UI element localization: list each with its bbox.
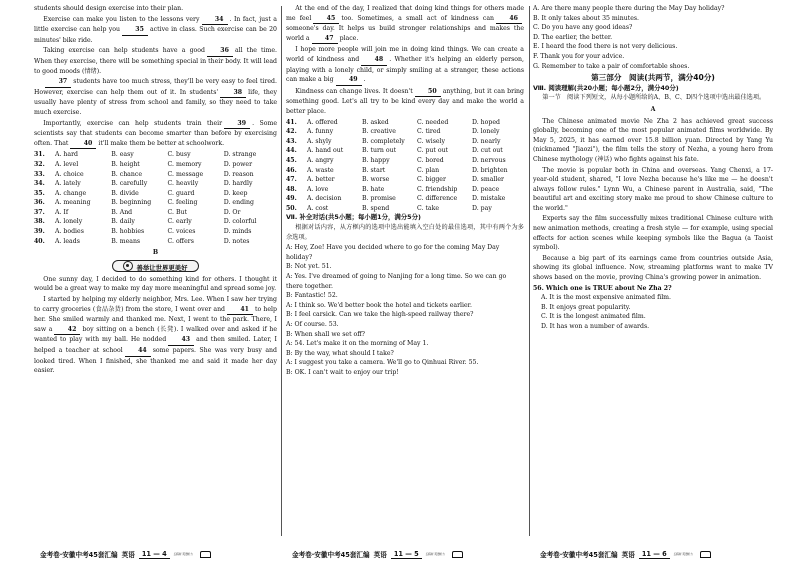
footer-subject: 英语 bbox=[373, 551, 387, 559]
paragraph: At the end of the day, I realized that doing kind things for others made me feel 45 too. Sometimes, a small act of kindness can 46someone's day. It helps us build stronger relationships and makes the world a 47 place. bbox=[286, 4, 524, 44]
option[interactable]: A. lately bbox=[55, 180, 81, 188]
option[interactable]: A. better bbox=[307, 176, 335, 184]
dialog-line: A: Yes. I've dreamed of going to Nanjing for a long time. So we can go there together. bbox=[286, 273, 507, 290]
blank-36[interactable]: 36 bbox=[207, 46, 233, 57]
paragraph: students should design exercise into their plan. bbox=[34, 5, 184, 12]
option[interactable]: C. bigger bbox=[417, 176, 446, 184]
dialog-line: B: Not yet. 51. bbox=[286, 263, 332, 271]
option[interactable]: D. keep bbox=[223, 189, 248, 197]
option[interactable]: D. hoped bbox=[472, 118, 500, 126]
option[interactable]: A. waste bbox=[307, 166, 334, 174]
instructions: 根据对话内容，从方框内的选项中选出能填入空白处的最佳选项，其中有两个为多余选项。 bbox=[286, 224, 524, 241]
option[interactable]: D. mistake bbox=[472, 195, 506, 203]
option[interactable]: C. put out bbox=[417, 147, 449, 155]
dialog-line: B: OK. I can't wait to enjoy our trip! bbox=[286, 368, 399, 376]
option[interactable]: D. notes bbox=[223, 237, 250, 245]
option[interactable]: D. nervous bbox=[472, 156, 506, 164]
option[interactable]: A. hand out bbox=[307, 147, 344, 155]
option[interactable]: D. minds bbox=[223, 228, 252, 236]
option[interactable]: A. love bbox=[307, 185, 329, 193]
option[interactable]: C. memory bbox=[167, 160, 202, 168]
option-number: 36. bbox=[34, 199, 45, 207]
choice-item[interactable]: D. The earlier, the better. bbox=[533, 33, 613, 41]
option[interactable]: A. shyly bbox=[307, 137, 332, 145]
question-option[interactable]: C. It is the longest animated film. bbox=[541, 313, 646, 321]
option[interactable]: C. tired bbox=[417, 128, 441, 136]
paragraph: Experts say the film successfully mixes traditional Chinese culture with new animation methods, creating a fresh style — for example, using special effects for action scenes while keeping symbols like the Bagua (a Taoist symbol). bbox=[533, 215, 773, 252]
option[interactable]: B. hobbies bbox=[111, 228, 145, 236]
paragraph: Importantly, exercise can help students train their 39 . Some scientists say that students can become smarter than before by exercising often. That 40 it'll make them be better at schoolwork. bbox=[34, 119, 277, 150]
option[interactable]: B. asked bbox=[362, 118, 389, 126]
option-number: 39. bbox=[34, 228, 45, 236]
qr-caption: 扫码听 英语听力 bbox=[673, 552, 693, 556]
option-number: 40. bbox=[34, 237, 45, 245]
page-footer bbox=[292, 549, 463, 559]
option[interactable]: D. hardly bbox=[223, 180, 253, 188]
option[interactable]: B. easy bbox=[111, 151, 134, 159]
question-option[interactable]: B. It enjoys great popularity. bbox=[541, 303, 631, 311]
dialog-line: A: Of course. 53. bbox=[286, 321, 339, 328]
option[interactable]: A. hard bbox=[55, 151, 78, 159]
option[interactable]: A. cost bbox=[307, 204, 329, 212]
option-number: 34. bbox=[34, 180, 45, 188]
option[interactable]: D. Or bbox=[223, 208, 241, 216]
question-56: 56. Which one is TRUE about Ne Zha 2? bbox=[533, 284, 672, 292]
page-footer bbox=[40, 549, 211, 559]
option[interactable]: B. height bbox=[111, 160, 140, 168]
option[interactable]: D. reason bbox=[223, 170, 254, 178]
option[interactable]: C. friendship bbox=[417, 185, 458, 193]
option[interactable]: D. brighten bbox=[472, 166, 508, 174]
option[interactable]: D. pay bbox=[472, 204, 492, 212]
option[interactable]: C. guard bbox=[167, 189, 195, 197]
option[interactable]: C. busy bbox=[167, 151, 191, 159]
option[interactable]: B. happy bbox=[362, 156, 390, 164]
blank-35[interactable]: 35 bbox=[122, 25, 148, 36]
paragraph: Exercise can make you listen to the lessons very 34 . In fact, just a little exercise can help you 35 active in class. Such exercise can be 20 minutes' bike ride. bbox=[34, 15, 277, 44]
paragraph: I hope more people will join me in doing kind things. We can create a world of kindness and 48 . Whether it's helping an elderly person, playing with a lonely child, or simply smiling at a stranger, these actions can make a big 49 . bbox=[286, 45, 524, 85]
passage-banner bbox=[34, 260, 277, 272]
option-number: 35. bbox=[34, 189, 45, 197]
option[interactable]: D. power bbox=[223, 160, 253, 168]
option-number: 31. bbox=[34, 151, 45, 159]
badge-icon bbox=[123, 261, 133, 271]
footer-subject: 英语 bbox=[121, 551, 135, 559]
option[interactable]: B. beginning bbox=[111, 199, 152, 207]
banner-title: 善举让世界更美好 bbox=[112, 260, 198, 272]
option-number: 50. bbox=[286, 204, 297, 212]
option[interactable]: B. divide bbox=[111, 189, 139, 197]
paragraph: 37 students have too much stress, they'll be very easy to feel tired. However, exercise can help them out of it. In students' 38 life, they usually have plenty of stress from school and family, so they need to take much exercise. bbox=[34, 78, 277, 116]
page-number: 11 — 6 bbox=[639, 550, 670, 559]
column-right bbox=[533, 4, 773, 332]
blank-45[interactable]: 45 bbox=[313, 14, 339, 25]
option[interactable]: D. colorful bbox=[223, 218, 257, 226]
option[interactable]: C. feeling bbox=[167, 199, 198, 207]
option[interactable]: A. change bbox=[55, 189, 87, 197]
paragraph: Taking exercise can help students have a good 36 all the time. When they exercise, there will be something special in their body. It will lead to good moods (情绪). bbox=[34, 47, 277, 75]
option[interactable]: B. means bbox=[111, 237, 141, 245]
option[interactable]: B. daily bbox=[111, 218, 135, 226]
dialog-line: A: Hey, Zoe! Have you decided where to go for the coming May Day holiday? bbox=[286, 244, 500, 261]
option[interactable]: C. offers bbox=[167, 237, 194, 245]
blank-48[interactable]: 48 bbox=[361, 55, 387, 66]
option-number: 46. bbox=[286, 166, 297, 174]
dialog-line: B: By the way, what should I take? bbox=[286, 349, 394, 357]
blank-42[interactable]: 42 bbox=[54, 325, 80, 336]
publisher-logo-icon bbox=[700, 551, 711, 558]
question-option[interactable]: A. It is the most expensive animated film. bbox=[541, 294, 672, 302]
paragraph: The movie is popular both in China and overseas. Yang Chenxi, a 17-year-old student, shared, "I love Nezha because he's like me — he doesn't always follow rules." Lynn Wu, a Chinese parent in Australia, said, "The beautiful art and exciting story make me proud to show Chinese culture to the world." bbox=[533, 166, 773, 212]
option[interactable]: D. nearly bbox=[472, 137, 501, 145]
option[interactable]: A. leads bbox=[55, 237, 80, 245]
option[interactable]: B. turn out bbox=[362, 147, 397, 155]
option[interactable]: C. message bbox=[167, 170, 204, 178]
paragraph: Kindness can change lives. It doesn't 50 anything, but it can bring something good. Let's all try to be kind every day and make the world a better place. bbox=[286, 87, 525, 115]
option[interactable]: A. choice bbox=[55, 170, 84, 178]
choice-item[interactable]: F. Thank you for your advice. bbox=[533, 52, 625, 60]
option[interactable]: A. level bbox=[55, 160, 79, 168]
column-divider bbox=[529, 6, 530, 536]
section-8-title: Ⅷ. 阅读理解(共20小题；每小题2分，满分40分) bbox=[533, 83, 679, 92]
option-number: 49. bbox=[286, 195, 297, 203]
qr-caption: 扫码听 英语听力 bbox=[425, 552, 445, 556]
option[interactable]: A. If bbox=[55, 208, 69, 216]
blank-44[interactable]: 44 bbox=[125, 346, 151, 357]
paragraph: The Chinese animated movie Ne Zha 2 has achieved great success globally, becoming one of the most popular animated films worldwide. By May 5, 2025, it has earned over 15.8 billion yuan. Directed by Yang Yu (nicknamed "Jiaozi"), the film tells the story of Nezha, a young hero from Chinese mythology (神话) who fights against his fate. bbox=[533, 117, 773, 163]
publisher-logo-icon bbox=[452, 551, 463, 558]
passage-letter: A bbox=[650, 105, 656, 113]
column-left bbox=[34, 4, 277, 377]
footer-brand: 金考卷·安徽中考45套汇编 bbox=[40, 551, 118, 559]
paragraph: Because a big part of its earnings came from countries outside Asia, showing its global influence. Now, streaming platforms want to make TV shows based on the movie, proving China's growing power in animation. bbox=[533, 254, 773, 282]
qr-caption: 扫码听 英语听力 bbox=[173, 552, 193, 556]
option[interactable]: D. peace bbox=[472, 185, 500, 193]
page-footer bbox=[540, 549, 711, 559]
option[interactable]: A. decision bbox=[307, 195, 342, 203]
option[interactable]: D. cut out bbox=[472, 147, 503, 155]
option[interactable]: C. wisely bbox=[417, 137, 446, 145]
option[interactable]: C. take bbox=[417, 204, 440, 212]
option[interactable]: D. ending bbox=[223, 199, 254, 207]
blank-40[interactable]: 40 bbox=[70, 139, 96, 150]
option-number: 37. bbox=[34, 208, 45, 216]
instructions: 第一节 阅读下列短文，从每小题所给的A、B、C、D四个选项中选出最佳选项。 bbox=[542, 94, 766, 102]
option-number: 44. bbox=[286, 147, 297, 155]
choice-item[interactable]: E. I heard the food there is not very delicious. bbox=[533, 43, 678, 51]
blank-41[interactable]: 41 bbox=[227, 305, 253, 316]
option[interactable]: C. bored bbox=[417, 156, 444, 164]
question-option[interactable]: D. It has won a number of awards. bbox=[541, 323, 650, 330]
section-b-heading: B bbox=[152, 249, 159, 257]
option-number: 33. bbox=[34, 170, 45, 178]
option[interactable]: C. But bbox=[167, 208, 187, 216]
option[interactable]: B. spend bbox=[362, 204, 390, 212]
option[interactable]: D. strange bbox=[223, 151, 257, 159]
option[interactable]: A. offered bbox=[307, 118, 338, 126]
option-number: 38. bbox=[34, 218, 45, 226]
option[interactable]: A. bodies bbox=[55, 228, 84, 236]
option[interactable]: A. lonely bbox=[55, 218, 83, 226]
option[interactable]: B. start bbox=[362, 166, 386, 174]
page-number: 11 — 5 bbox=[391, 550, 422, 559]
choice-item[interactable]: B. It only takes about 35 minutes. bbox=[533, 14, 640, 22]
option[interactable]: A. angry bbox=[307, 156, 334, 164]
option[interactable]: D. lonely bbox=[472, 128, 500, 136]
page-number: 11 — 4 bbox=[139, 550, 170, 559]
column-divider bbox=[281, 6, 282, 536]
paragraph: One sunny day, I decided to do something kind for others. I thought it would be a great way to make my day more meaningful and spread some joy. bbox=[34, 275, 277, 293]
choice-item[interactable]: G. Remember to take a pair of comfortable shoes. bbox=[533, 62, 690, 70]
option[interactable]: C. early bbox=[167, 218, 192, 226]
choice-item[interactable]: C. Do you have any good ideas? bbox=[533, 24, 633, 32]
blank-50[interactable]: 50 bbox=[415, 87, 441, 98]
option[interactable]: A. meaning bbox=[55, 199, 91, 207]
option-number: 42. bbox=[286, 128, 297, 136]
dialog-line: B: Fantastic! 52. bbox=[286, 292, 338, 300]
choice-item[interactable]: A. Are there many people there during the May Day holiday? bbox=[533, 5, 725, 12]
dialog-line: B: When shall we set off? bbox=[286, 330, 365, 338]
blank-49[interactable]: 49 bbox=[336, 75, 362, 86]
column-middle bbox=[286, 4, 524, 378]
blank-46[interactable]: 46 bbox=[496, 14, 522, 25]
option[interactable]: B. worse bbox=[362, 176, 390, 184]
option[interactable]: B. completely bbox=[362, 137, 405, 145]
blank-38[interactable]: 38 bbox=[220, 88, 246, 99]
dialog-line: A: I think so. We'd better book the hotel and tickets earlier. bbox=[286, 301, 472, 309]
option-number: 43. bbox=[286, 137, 297, 145]
footer-subject: 英语 bbox=[621, 551, 635, 559]
blank-39[interactable]: 39 bbox=[224, 119, 250, 130]
option-number: 41. bbox=[286, 118, 297, 126]
option[interactable]: A. funny bbox=[307, 128, 334, 136]
option-number: 48. bbox=[286, 185, 297, 193]
option[interactable]: B. And bbox=[111, 208, 133, 216]
option[interactable]: B. chance bbox=[111, 170, 142, 178]
option[interactable]: C. difference bbox=[417, 195, 458, 203]
blank-43[interactable]: 43 bbox=[168, 335, 194, 346]
dialog-line: A: 54. Let's make it on the morning of May 1. bbox=[286, 340, 429, 348]
options-41-50 bbox=[286, 118, 524, 214]
publisher-logo-icon bbox=[200, 551, 211, 558]
option[interactable]: D. smaller bbox=[472, 176, 504, 184]
section-7-title: Ⅶ. 补全对话(共5小题；每小题1分，满分5分) bbox=[286, 213, 421, 222]
blank-34[interactable]: 34 bbox=[202, 15, 228, 26]
option-number: 47. bbox=[286, 176, 297, 184]
footer-brand: 金考卷·安徽中考45套汇编 bbox=[292, 551, 370, 559]
part-3-title: 第三部分 阅读(共两节，满分40分) bbox=[591, 73, 715, 83]
option[interactable]: B. carefully bbox=[111, 180, 148, 188]
option[interactable]: C. plan bbox=[417, 166, 440, 174]
paragraph: I started by helping my elderly neighbor, Mrs. Lee. When I saw her trying to carry groceries (食品杂货) from the store, I went over and 41 to help her. She smiled warmly and thanked me. Next, I went to the park. There, I saw a 42 boy sitting on a bench (长凳). I walked over and asked if he wanted to play with my ball. He nodded 43 and then smiled. Later, I helped a teacher at school 44 some papers. She was very busy and looked tired. When I finished, she thanked me and said it made her day easier. bbox=[34, 296, 277, 375]
blank-47[interactable]: 47 bbox=[312, 34, 338, 45]
option[interactable]: C. needed bbox=[417, 118, 449, 126]
dialog-line: B: I feel carsick. Can we take the high-speed railway there? bbox=[286, 311, 474, 319]
option[interactable]: B. promise bbox=[362, 195, 396, 203]
footer-brand: 金考卷·安徽中考45套汇编 bbox=[540, 551, 618, 559]
option-number: 32. bbox=[34, 160, 45, 168]
dialog-line: A: I suggest you take a camera. We'll go to Qinhuai River. 55. bbox=[286, 359, 479, 367]
option[interactable]: C. voices bbox=[167, 228, 196, 236]
blank-37[interactable]: 37 bbox=[45, 77, 71, 88]
option[interactable]: C. heavily bbox=[167, 180, 199, 188]
options-31-40 bbox=[34, 150, 277, 246]
option[interactable]: B. creative bbox=[362, 128, 396, 136]
option-number: 45. bbox=[286, 156, 297, 164]
option[interactable]: B. hate bbox=[362, 185, 385, 193]
